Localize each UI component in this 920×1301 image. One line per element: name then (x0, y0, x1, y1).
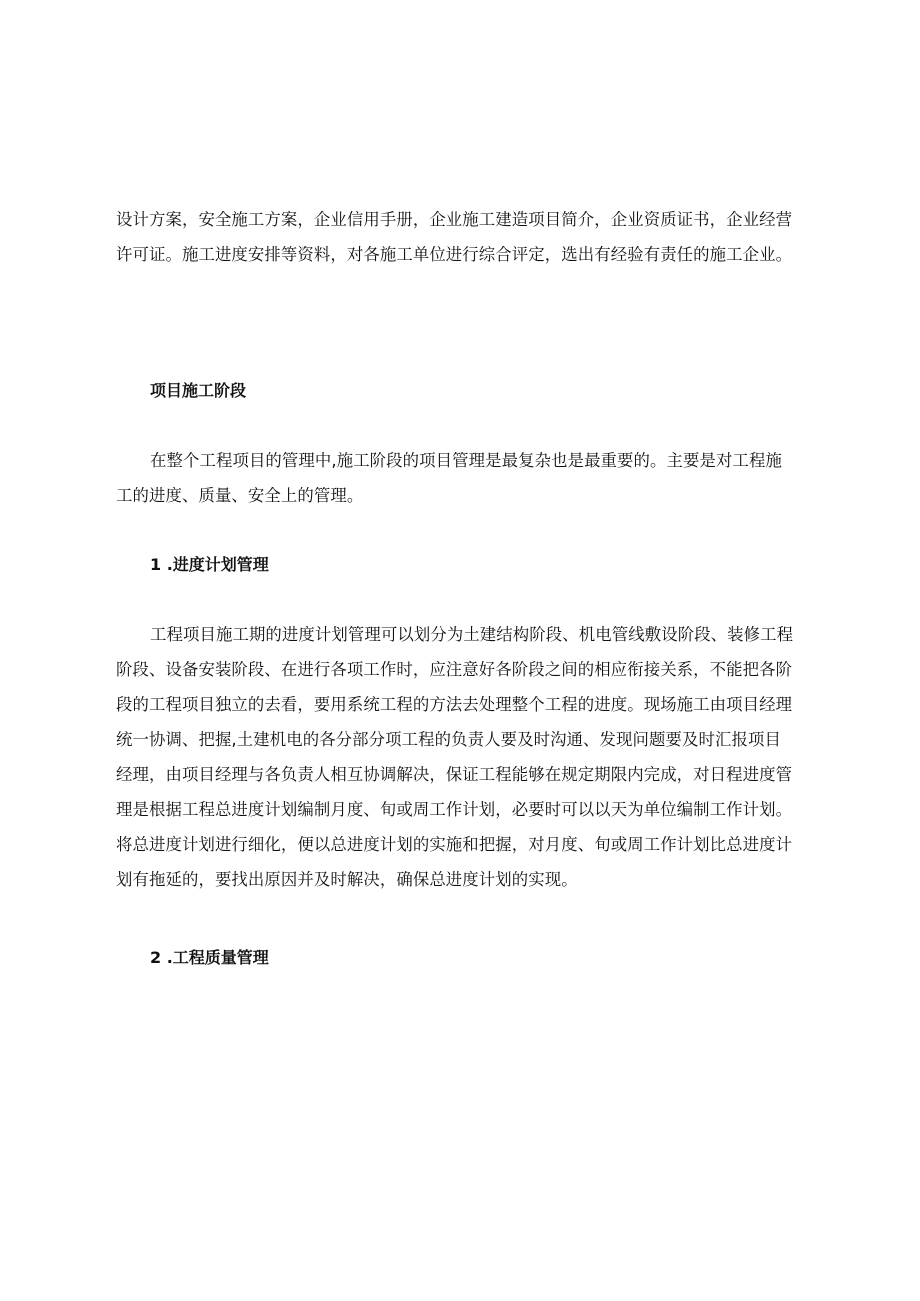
section-paragraph-line-1: 在整个工程项目的管理中,施工阶段的项目管理是最复杂也是最重要的。主要是对工程施 (150, 451, 782, 470)
subsection-1-line-2: 阶段、设备安装阶段、在进行各项工作时，应注意好各阶段之间的相应衔接关系，不能把各阶 (116, 660, 793, 679)
subsection-1-line-1: 工程项目施工期的进度计划管理可以划分为土建结构阶段、机电管线敷设阶段、装修工程 (150, 625, 794, 644)
subsection-2-title: 2 .工程质量管理 (150, 948, 269, 967)
subsection-1-line-3: 段的工程项目独立的去看，要用系统工程的方法去处理整个工程的进度。现场施工由项目经理 (116, 695, 793, 714)
subsection-1-title: 1 .进度计划管理 (150, 555, 269, 574)
section-title: 项目施工阶段 (150, 381, 247, 400)
subsection-1-line-8: 划有拖延的，要找出原因并及时解决，确保总进度计划的实现。 (116, 870, 578, 889)
subsection-1-line-6: 理是根据工程总进度计划编制月度、旬或周工作计划，必要时可以以天为单位编制工作计划。 (116, 800, 793, 819)
section-paragraph-line-2: 工的进度、质量、安全上的管理。 (116, 486, 364, 505)
subsection-1-line-7: 将总进度计划进行细化，便以总进度计划的实施和把握，对月度、旬或周工作计划比总进度计 (116, 835, 793, 854)
intro-line-2: 许可证。施工进度安排等资料，对各施工单位进行综合评定，选出有经验有责任的施工企业。 (116, 245, 793, 264)
subsection-1-line-4: 统一协调、把握,土建机电的各分部分项工程的负责人要及时沟通、发现问题要及时汇报项目 (116, 730, 781, 749)
intro-line-1: 设计方案，安全施工方案，企业信用手册，企业施工建造项目简介，企业资质证书，企业经营 (116, 210, 793, 229)
subsection-1-line-5: 经理，由项目经理与各负责人相互协调解决，保证工程能够在规定期限内完成，对日程进度管 (116, 765, 793, 784)
